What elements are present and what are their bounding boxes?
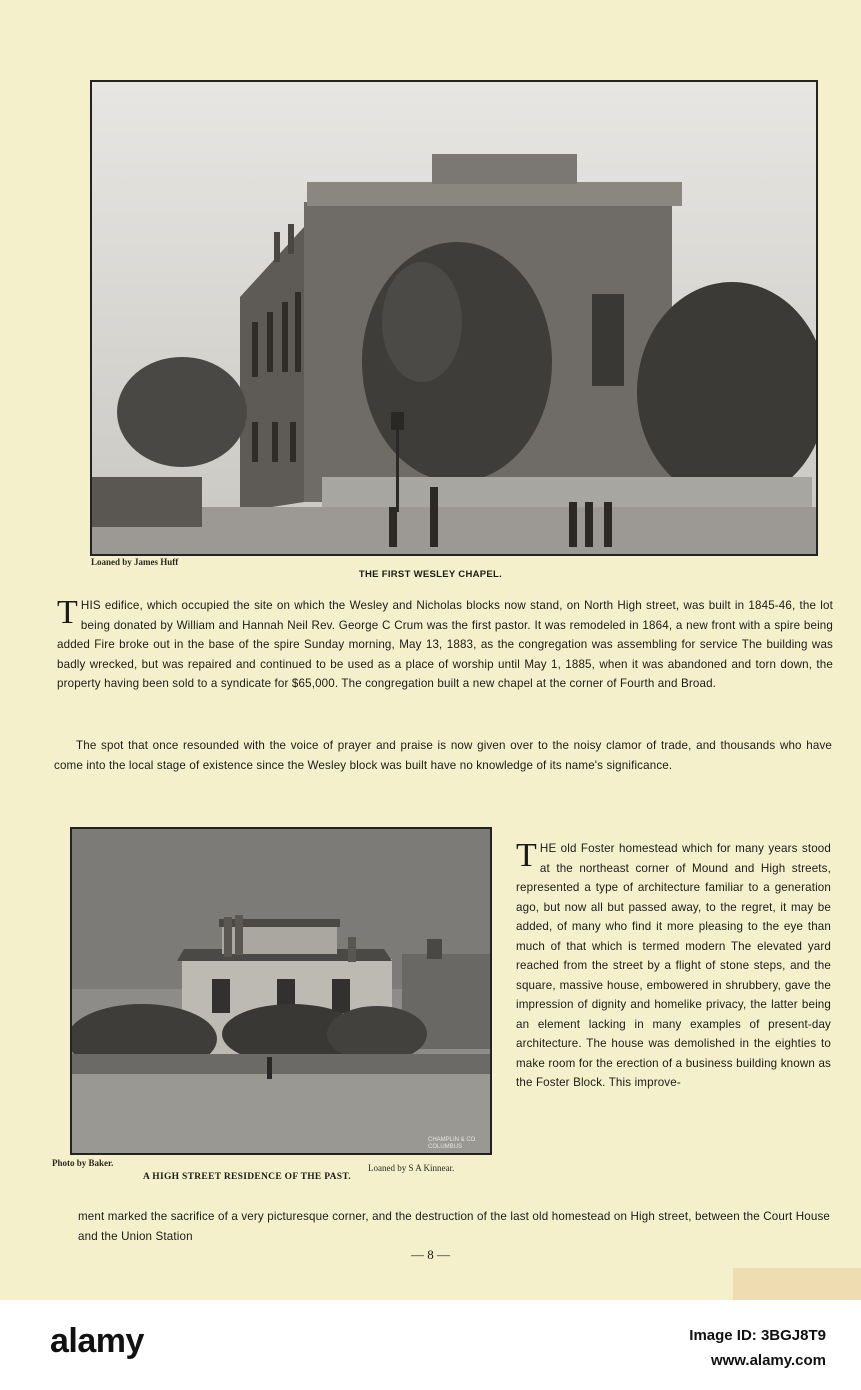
photo1-title: THE FIRST WESLEY CHAPEL. (358, 569, 503, 580)
image-id-block (689, 1323, 826, 1373)
high-street-residence-photo (70, 827, 492, 1155)
dropcap-letter: T (57, 594, 78, 631)
wesley-chapel-photo (90, 80, 818, 556)
paragraph3-text: HE old Foster homestead which for many years stood at the northeast corner of Mound and High streets, represented a type of architecture familiar to a generation ago, but now all but passed away, to the regret, it may be added, of many who find it more pleasing to the eye than much of that which is termed modern The elevated yard reached from the street by a flight of stone steps, and the square, massive house, embowered in shrubbery, gave the impression of dignity and homelike privacy, the latter being an element lacking in many examples of present-day architecture. The house was demolished in the eighties to make room for the erection of a business building known as the Foster Block. This improve- (516, 842, 831, 1089)
paragraph3-continuation: ment marked the sacrifice of a very picturesque corner, and the destruction of the last old homestead on High street, between the Court House and the Union Station (78, 1210, 830, 1243)
paragraph-foster-continuation (78, 1207, 830, 1246)
page-number: — 8 — (411, 1247, 450, 1262)
photo2-title: A HIGH STREET RESIDENCE OF THE PAST. (143, 1172, 351, 1182)
alamy-logo: alamy (50, 1322, 144, 1360)
paragraph-wesley-history (57, 596, 833, 694)
photo2-engraver-mark: CHAMPLIN & CO COLUMBUS (428, 1137, 476, 1150)
photo2-photo-credit: Photo by Baker. (52, 1158, 114, 1168)
image-id: Image ID: 3BGJ8T9 (689, 1327, 826, 1344)
photo2-loan-credit: Loaned by S A Kinnear. (368, 1163, 455, 1173)
paper-stain (733, 1268, 861, 1300)
paragraph-spot (54, 736, 832, 775)
site-url: www.alamy.com (710, 1352, 826, 1369)
paragraph-foster-homestead (516, 839, 831, 1093)
paragraph1-text: HIS edifice, which occupied the site on which the Wesley and Nicholas blocks now stand, on North High street, was built in 1845-46, the lot being donated by William and Hannah Neil Rev. George C Crum was the first pastor. It was remodeled in 1864, a new front with a spire being added Fire broke out in the base of the spire Sunday morning, May 13, 1883, as the congregation was assembling for service The building was badly wrecked, but was repaired and continued to be used as a place of worship until May 1, 1885, when it was abandoned and torn down, the property having been sold to a syndicate for $65,000. The congregation built a new chapel at the corner of Fourth and Broad. (57, 599, 833, 690)
dropcap-letter-2: T (516, 837, 537, 874)
paragraph2-text: The spot that once resounded with the voice of prayer and praise is now given over to the noisy clamor of trade, and thousands who have come into the local stage of existence since the Wesley block was built have no knowledge of its name's significance. (54, 739, 832, 772)
photo1-credit: Loaned by James Huff (91, 557, 179, 567)
